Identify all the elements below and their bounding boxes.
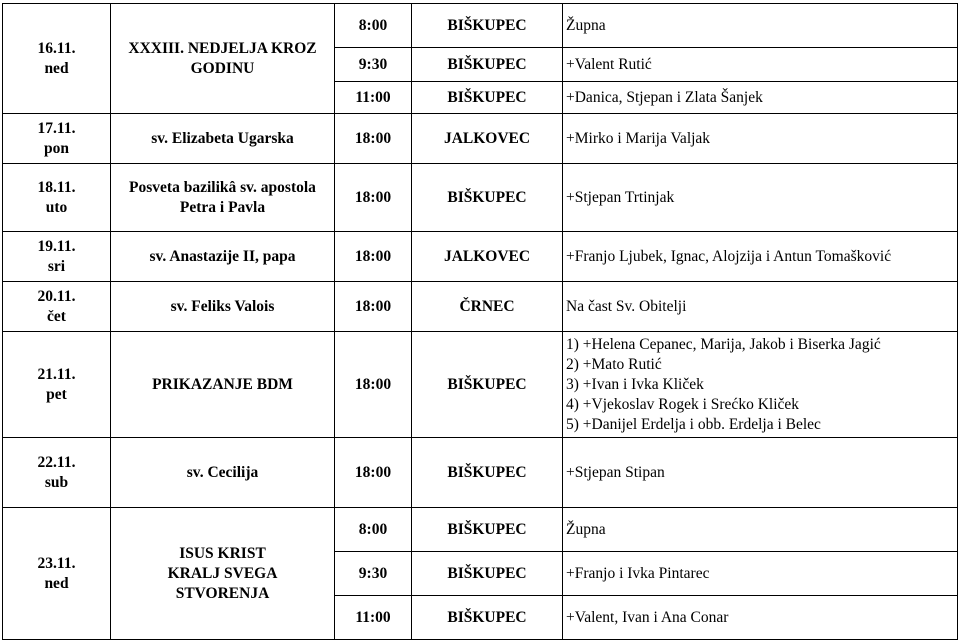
date-text: 16.11. — [37, 39, 76, 57]
schedule-body — [3, 4, 958, 640]
weekday-text: ned — [44, 574, 69, 592]
mass-location: JALKOVEC — [412, 114, 563, 164]
feast-name-line: sv. Cecilija — [186, 463, 259, 481]
mass-time: 8:00 — [335, 4, 412, 48]
weekday-text: sri — [47, 257, 66, 275]
mass-location: BIŠKUPEC — [412, 596, 563, 640]
mass-location: BIŠKUPEC — [412, 82, 563, 114]
mass-intention-cell — [563, 332, 958, 438]
mass-intention: +Mirko i Marija Valjak — [566, 129, 711, 147]
date-text: 23.11. — [37, 554, 76, 572]
mass-intention-cell — [563, 164, 958, 232]
date-text: 18.11. — [37, 178, 76, 196]
mass-intention-cell — [563, 48, 958, 82]
feast-name-line: Petra i Pavla — [179, 198, 266, 216]
date-text: 22.11. — [37, 453, 76, 471]
mass-time: 9:30 — [335, 552, 412, 596]
mass-time: 18:00 — [335, 164, 412, 232]
feast-name-line: PRIKAZANJE BDM — [152, 375, 293, 393]
date-text: 17.11. — [37, 119, 76, 137]
weekday-text: sub — [44, 473, 69, 491]
mass-intention: +Franjo Ljubek, Ignac, Alojzija i Antun Tomašković — [566, 247, 892, 265]
feast-cell — [111, 164, 335, 232]
feast-name-line: ISUS KRIST — [179, 544, 266, 562]
mass-intention: +Valent, Ivan i Ana Conar — [566, 608, 729, 626]
day-date-cell — [3, 282, 111, 332]
day-date-cell — [3, 508, 111, 640]
schedule-row — [3, 282, 958, 332]
mass-intention-cell — [563, 596, 958, 640]
mass-location: BIŠKUPEC — [412, 552, 563, 596]
mass-location: BIŠKUPEC — [412, 438, 563, 508]
mass-time: 9:30 — [335, 48, 412, 82]
mass-intention: +Stjepan Stipan — [566, 463, 665, 481]
mass-location: JALKOVEC — [412, 232, 563, 282]
mass-intention-cell — [563, 4, 958, 48]
feast-cell — [111, 232, 335, 282]
mass-intention: 1) +Helena Cepanec, Marija, Jakob i Biserka Jagić — [566, 335, 881, 353]
feast-name-line: sv. Elizabeta Ugarska — [151, 129, 294, 147]
mass-time: 18:00 — [335, 332, 412, 438]
date-text: 21.11. — [37, 365, 76, 383]
mass-intention-cell — [563, 508, 958, 552]
day-date-cell — [3, 114, 111, 164]
schedule-row — [3, 332, 958, 438]
feast-name-line: GODINU — [190, 59, 255, 77]
mass-intention: Župna — [566, 16, 606, 34]
schedule-row — [3, 164, 958, 232]
feast-name-line: sv. Feliks Valois — [170, 297, 275, 315]
mass-schedule-table — [2, 3, 958, 640]
mass-intention: 5) +Danijel Erdelja i obb. Erdelja i Belec — [566, 415, 821, 433]
mass-location: BIŠKUPEC — [412, 332, 563, 438]
weekday-text: pet — [46, 385, 67, 403]
schedule-row — [3, 438, 958, 508]
mass-time: 18:00 — [335, 232, 412, 282]
mass-time: 8:00 — [335, 508, 412, 552]
mass-intention-cell — [563, 82, 958, 114]
day-date-cell — [3, 164, 111, 232]
mass-intention-cell — [563, 438, 958, 508]
feast-cell — [111, 114, 335, 164]
mass-intention-cell — [563, 552, 958, 596]
weekday-text: pon — [44, 139, 69, 157]
mass-intention: +Valent Rutić — [566, 55, 652, 73]
feast-name-line: XXXIII. NEDJELJA KROZ — [128, 39, 317, 57]
feast-cell — [111, 282, 335, 332]
day-date-cell — [3, 232, 111, 282]
feast-cell — [111, 508, 335, 640]
mass-time: 18:00 — [335, 438, 412, 508]
date-text: 19.11. — [37, 237, 76, 255]
mass-intention: 2) +Mato Rutić — [566, 355, 662, 373]
mass-time: 18:00 — [335, 114, 412, 164]
weekday-text: uto — [45, 198, 68, 216]
mass-intention: Na čast Sv. Obitelji — [566, 297, 687, 315]
mass-location: ČRNEC — [412, 282, 563, 332]
date-text: 20.11. — [37, 287, 76, 305]
day-date-cell — [3, 438, 111, 508]
feast-name-line: STVORENJA — [175, 584, 270, 602]
mass-location: BIŠKUPEC — [412, 4, 563, 48]
mass-intention-cell — [563, 282, 958, 332]
mass-intention: Župna — [566, 520, 606, 538]
mass-location: BIŠKUPEC — [412, 48, 563, 82]
day-date-cell — [3, 4, 111, 114]
weekday-text: čet — [47, 307, 66, 325]
mass-location: BIŠKUPEC — [412, 164, 563, 232]
mass-intention: 3) +Ivan i Ivka Kliček — [566, 375, 704, 393]
mass-intention: +Stjepan Trtinjak — [566, 188, 675, 206]
mass-intention-cell — [563, 114, 958, 164]
weekday-text: ned — [44, 59, 69, 77]
schedule-row — [3, 232, 958, 282]
feast-cell — [111, 4, 335, 114]
mass-intention: +Franjo i Ivka Pintarec — [566, 564, 710, 582]
day-date-cell — [3, 332, 111, 438]
schedule-row — [3, 114, 958, 164]
schedule-row — [3, 4, 958, 48]
feast-cell — [111, 438, 335, 508]
feast-name-line: sv. Anastazije II, papa — [149, 247, 296, 265]
mass-time: 11:00 — [335, 596, 412, 640]
feast-cell — [111, 332, 335, 438]
mass-time: 11:00 — [335, 82, 412, 114]
mass-intention: +Danica, Stjepan i Zlata Šanjek — [566, 88, 763, 106]
feast-name-line: Posveta bazilikâ sv. apostola — [129, 178, 316, 196]
mass-intention: 4) +Vjekoslav Rogek i Srećko Kliček — [566, 395, 800, 413]
mass-location: BIŠKUPEC — [412, 508, 563, 552]
mass-time: 18:00 — [335, 282, 412, 332]
schedule-row — [3, 508, 958, 552]
mass-intention-cell — [563, 232, 958, 282]
feast-name-line: KRALJ SVEGA — [167, 564, 278, 582]
